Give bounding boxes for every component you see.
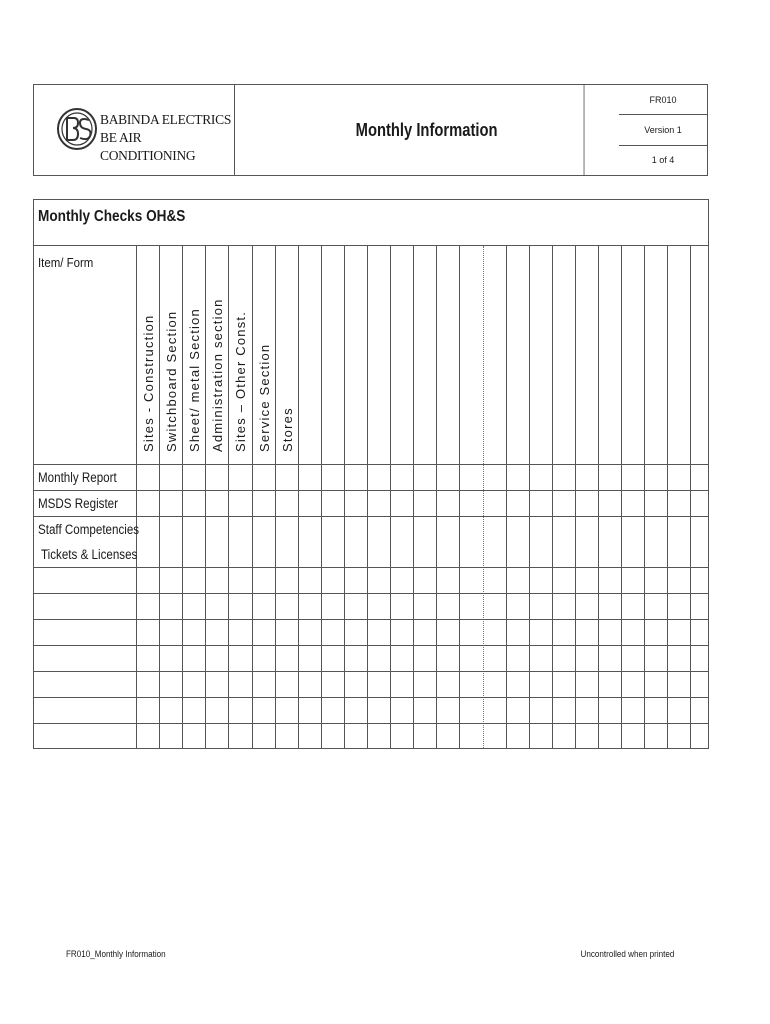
grid-column-line <box>275 246 276 748</box>
row-label-msds-register: MSDS Register <box>38 496 119 511</box>
row-label-monthly-report: Monthly Report <box>38 470 117 485</box>
row-label-tickets-licenses: Tickets & Licenses <box>41 547 138 562</box>
column-header-sites-other-const: Sites – Other Const. <box>233 310 249 452</box>
form-header <box>33 84 708 176</box>
grid-row-line <box>34 619 708 620</box>
grid-row-line <box>34 567 708 568</box>
grid-row-line <box>34 490 708 491</box>
checklist-title: Monthly Checks OH&S <box>38 208 186 225</box>
column-header-sheet-metal-section: Sheet/ metal Section <box>187 308 203 452</box>
page-number: 1 of 4 <box>651 155 675 166</box>
grid-column-line <box>690 246 691 748</box>
grid-column-line <box>390 246 391 748</box>
grid-column-line <box>298 246 299 748</box>
grid-column-line <box>483 246 484 748</box>
grid-column-line <box>575 246 576 748</box>
footer-document-name: FR010_Monthly Information <box>66 949 166 960</box>
column-header-switchboard-section: Switchboard Section <box>164 310 180 452</box>
grid-row-line <box>34 671 708 672</box>
row-label-staff-competencies: Staff Competencies <box>38 522 140 537</box>
document-meta <box>619 85 707 175</box>
grid-column-line <box>621 246 622 748</box>
grid-column-line <box>321 246 322 748</box>
grid-column-line <box>136 246 137 748</box>
column-header-stores: Stores <box>279 407 295 452</box>
column-header-sites-construction: Sites - Construction <box>141 314 156 452</box>
grid-column-line <box>413 246 414 748</box>
grid-column-line <box>552 246 553 748</box>
form-code: FR010 <box>619 85 707 115</box>
grid-column-line <box>205 246 206 748</box>
company-logo-icon <box>56 107 98 151</box>
company-line2: BE AIR CONDITIONING <box>100 130 196 163</box>
grid-column-line <box>252 246 253 748</box>
company-logo-cell <box>34 85 235 175</box>
checklist-table <box>33 199 709 749</box>
grid-row-line <box>34 645 708 646</box>
company-line1: BABINDA ELECTRICS <box>100 112 232 127</box>
grid-column-line <box>228 246 229 748</box>
grid-row-line <box>34 464 708 465</box>
page-title: Monthly Information <box>270 85 585 175</box>
company-name <box>100 111 234 165</box>
column-header-administration-section: Administration section <box>210 298 226 452</box>
grid-column-line <box>367 246 368 748</box>
footer-uncontrolled-note: Uncontrolled when printed <box>580 949 674 960</box>
grid-column-line <box>598 246 599 748</box>
grid-column-line <box>436 246 437 748</box>
version-label: Version 1 <box>619 115 707 145</box>
grid-row-line <box>34 593 708 594</box>
grid-column-line <box>506 246 507 748</box>
grid-row-line <box>34 723 708 724</box>
grid-column-line <box>159 246 160 748</box>
grid-row-line <box>34 697 708 698</box>
grid-column-line <box>667 246 668 748</box>
grid-column-line <box>182 246 183 748</box>
item-form-header: Item/ Form <box>38 255 94 270</box>
grid-column-line <box>459 246 460 748</box>
grid-column-line <box>529 246 530 748</box>
grid-column-line <box>344 246 345 748</box>
grid-column-line <box>644 246 645 748</box>
grid-row-line <box>34 516 708 517</box>
column-header-service-section: Service Section <box>256 343 272 452</box>
checklist-title-bar <box>34 200 708 246</box>
